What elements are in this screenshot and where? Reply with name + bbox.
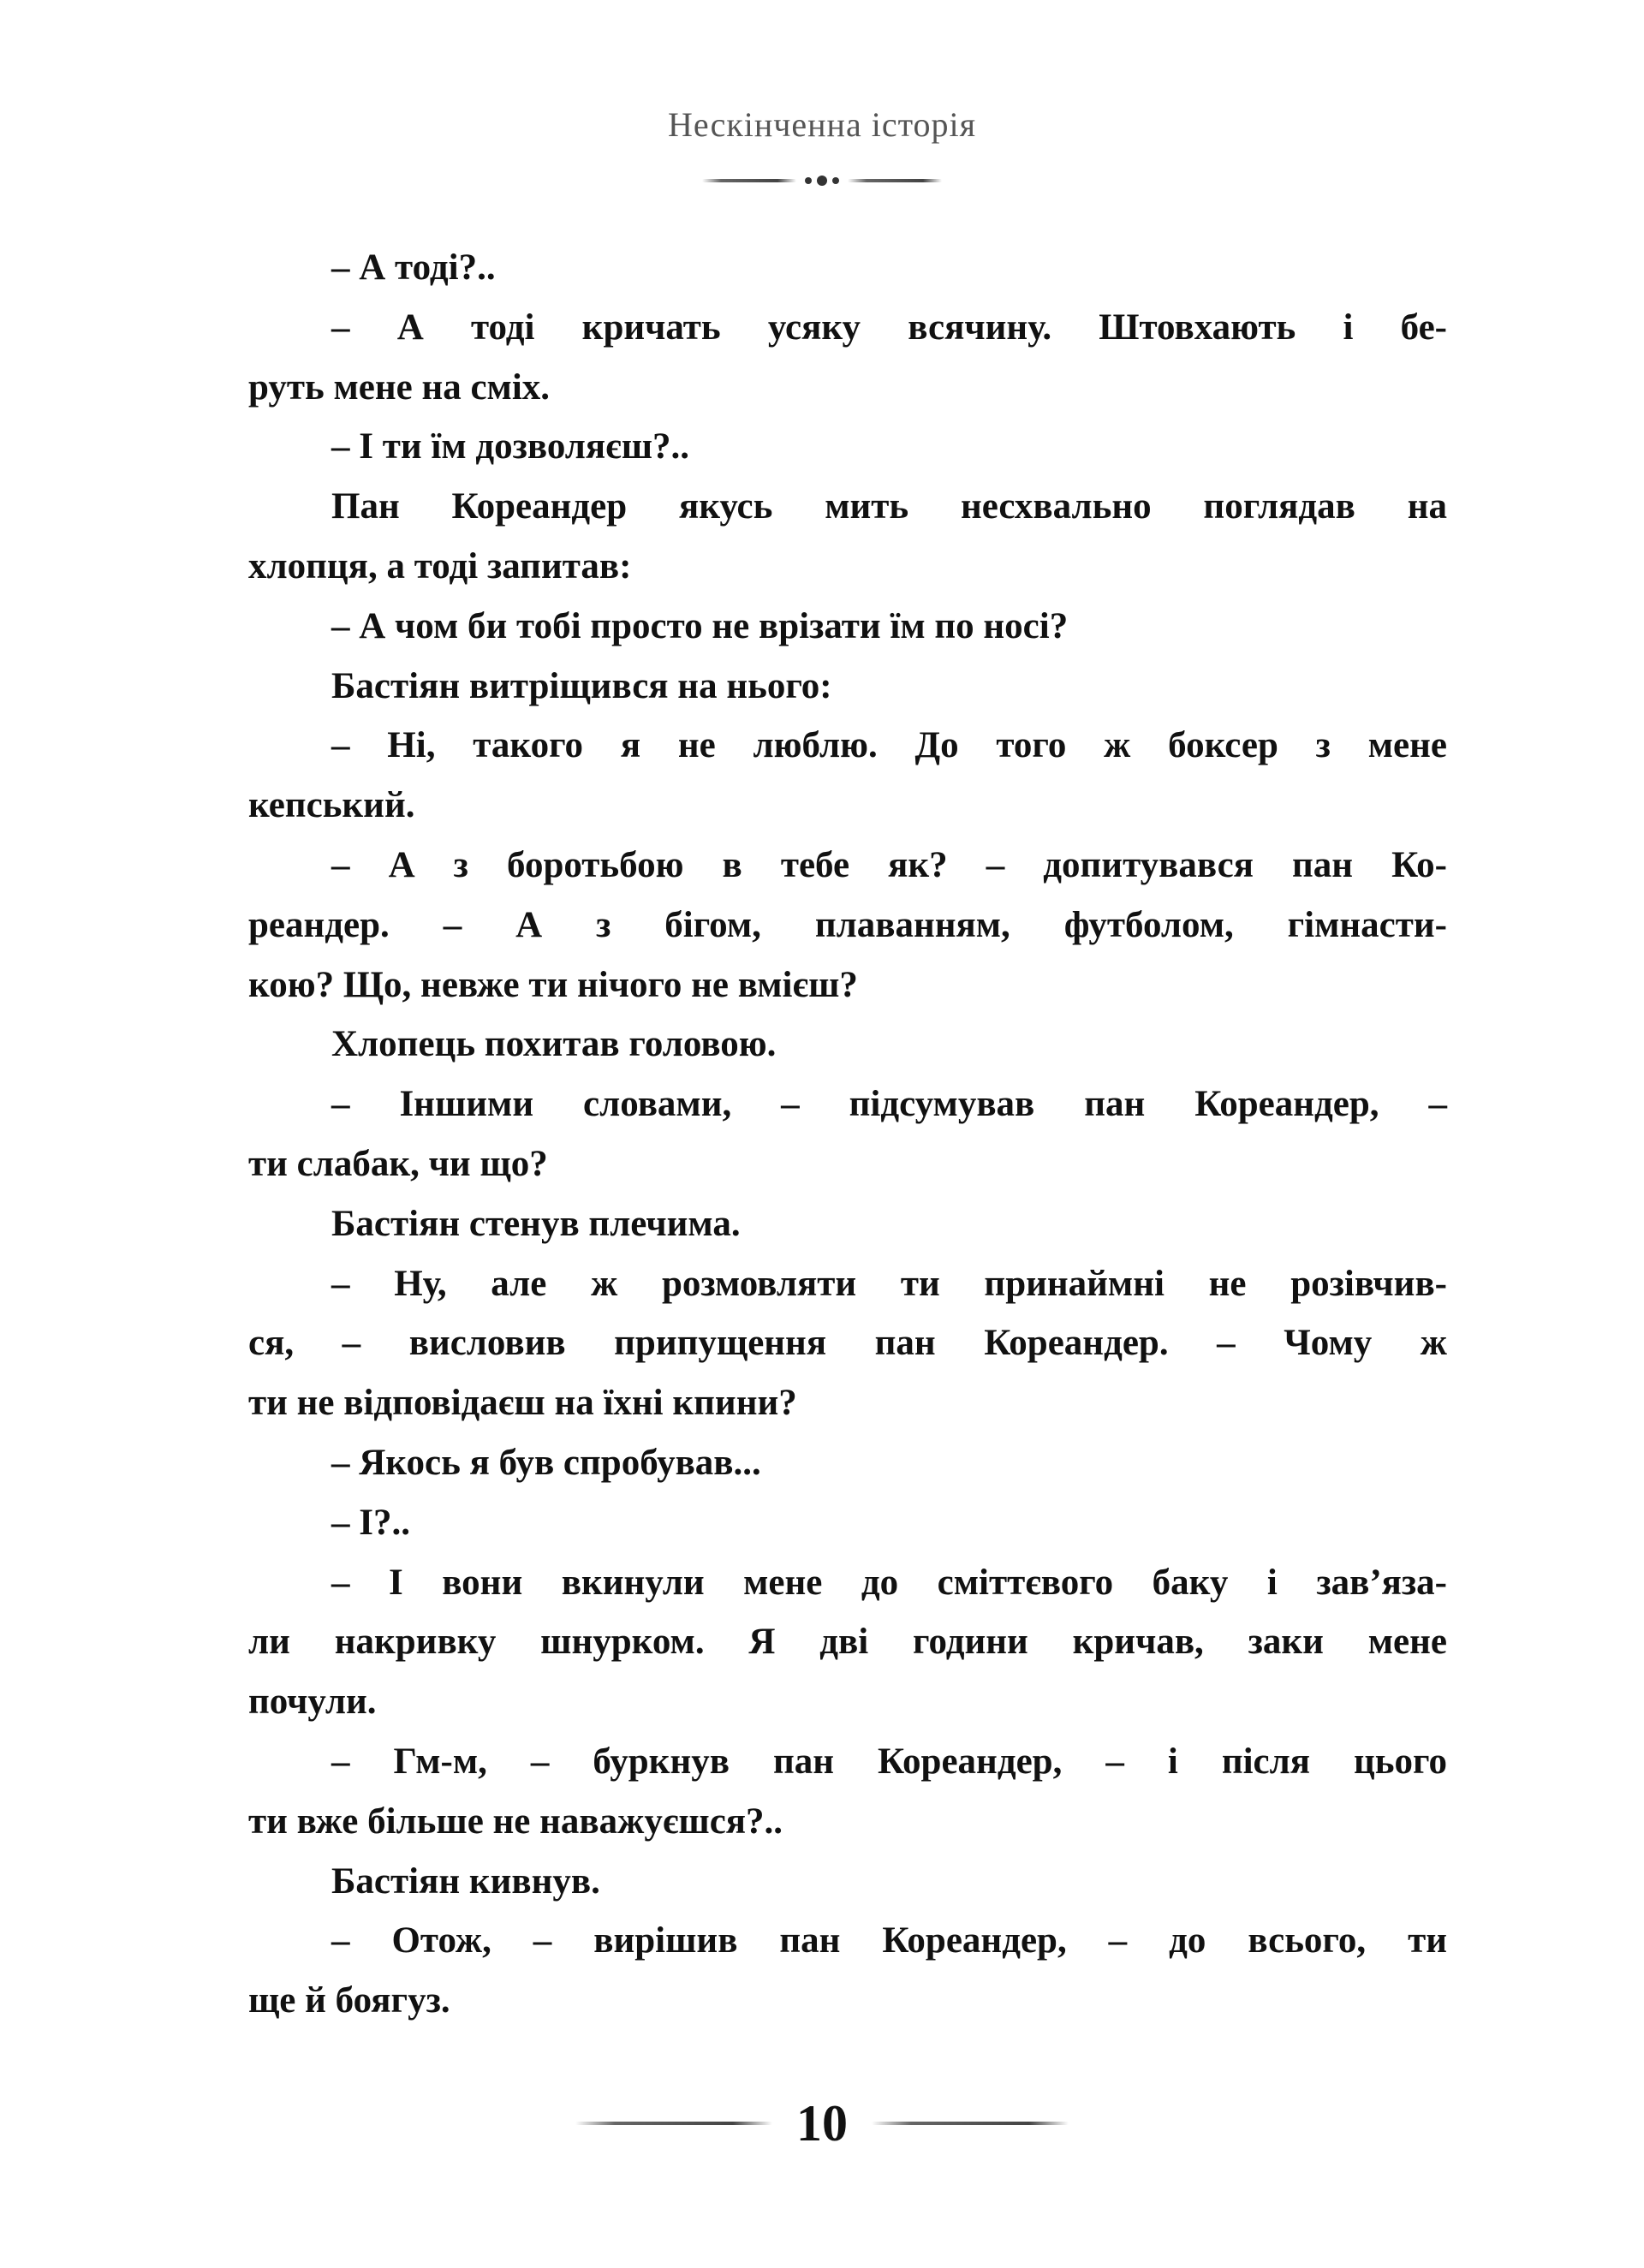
text-line: руть мене на сміх. xyxy=(248,366,551,408)
running-title: Нескінченна історія xyxy=(667,105,977,144)
text-line: Бастіян кивнув. xyxy=(331,1860,600,1902)
page-number: 10 xyxy=(796,2095,848,2152)
text-line: – І вони вкинули мене до сміттєвого баку і зав’яза- xyxy=(331,1562,1447,1603)
text-line: кепський. xyxy=(248,785,415,826)
text-line: Пан Кореандер якусь мить несхвально поглядав на xyxy=(331,486,1447,527)
text-line: Бастіян витріщився на нього: xyxy=(331,665,832,706)
text-line: Хлопець похитав головою. xyxy=(331,1024,777,1065)
text-line: – Отож, – вирішив пан Кореандер, – до всього, ти xyxy=(331,1920,1447,1961)
text-line: – А тоді кричать усяку всячину. Штовхають і бе- xyxy=(331,307,1447,348)
text-line: – Гм-м, – буркнув пан Кореандер, – і після цього xyxy=(331,1741,1447,1782)
text-line: реандер. – А з бігом, плаванням, футболом, гімнасти- xyxy=(248,904,1447,945)
text-line: – Ні, такого я не люблю. До того ж боксер з мене xyxy=(331,725,1447,766)
text-line: ти не відповідаєш на їхні кпини? xyxy=(248,1383,797,1424)
text-line: – А чом би тобі просто не врізати їм по носі? xyxy=(331,605,1069,646)
text-line: – Якось я був спробував... xyxy=(331,1442,761,1483)
footer-ornament-left xyxy=(575,2122,772,2125)
text-line: – І?.. xyxy=(331,1502,410,1543)
page-footer xyxy=(0,2089,1644,2158)
text-line: почули. xyxy=(248,1682,377,1723)
text-line: ти слабак, чи що? xyxy=(248,1143,548,1184)
text-line: кою? Що, невже ти нічого не вмієш? xyxy=(248,964,858,1005)
footer-ornament-right xyxy=(872,2122,1069,2125)
text-line: ся, – висловив припущення пан Кореандер. – Чому ж xyxy=(248,1323,1447,1364)
text-line: Бастіян стенув плечима. xyxy=(331,1203,741,1244)
page-body-text xyxy=(248,238,1447,2031)
text-line: – А з боротьбою в тебе як? – допитувався пан Ко- xyxy=(331,844,1447,885)
header-ornament xyxy=(702,176,942,186)
text-line: – Іншими словами, – підсумував пан Кореандер, – xyxy=(331,1084,1447,1125)
text-line: ли накривку шнурком. Я дві години кричав, заки мене xyxy=(248,1622,1447,1663)
text-line: ти вже більше не наважуєшся?.. xyxy=(248,1801,783,1842)
text-line: – Ну, але ж розмовляти ти принаймні не розівчив- xyxy=(331,1263,1447,1304)
text-line: хлопця, а тоді запитав: xyxy=(248,545,632,586)
text-line: ще й боягуз. xyxy=(248,1980,450,2021)
text-line: – І ти їм дозволяєш?.. xyxy=(331,426,690,467)
text-line: – А тоді?.. xyxy=(331,247,496,288)
